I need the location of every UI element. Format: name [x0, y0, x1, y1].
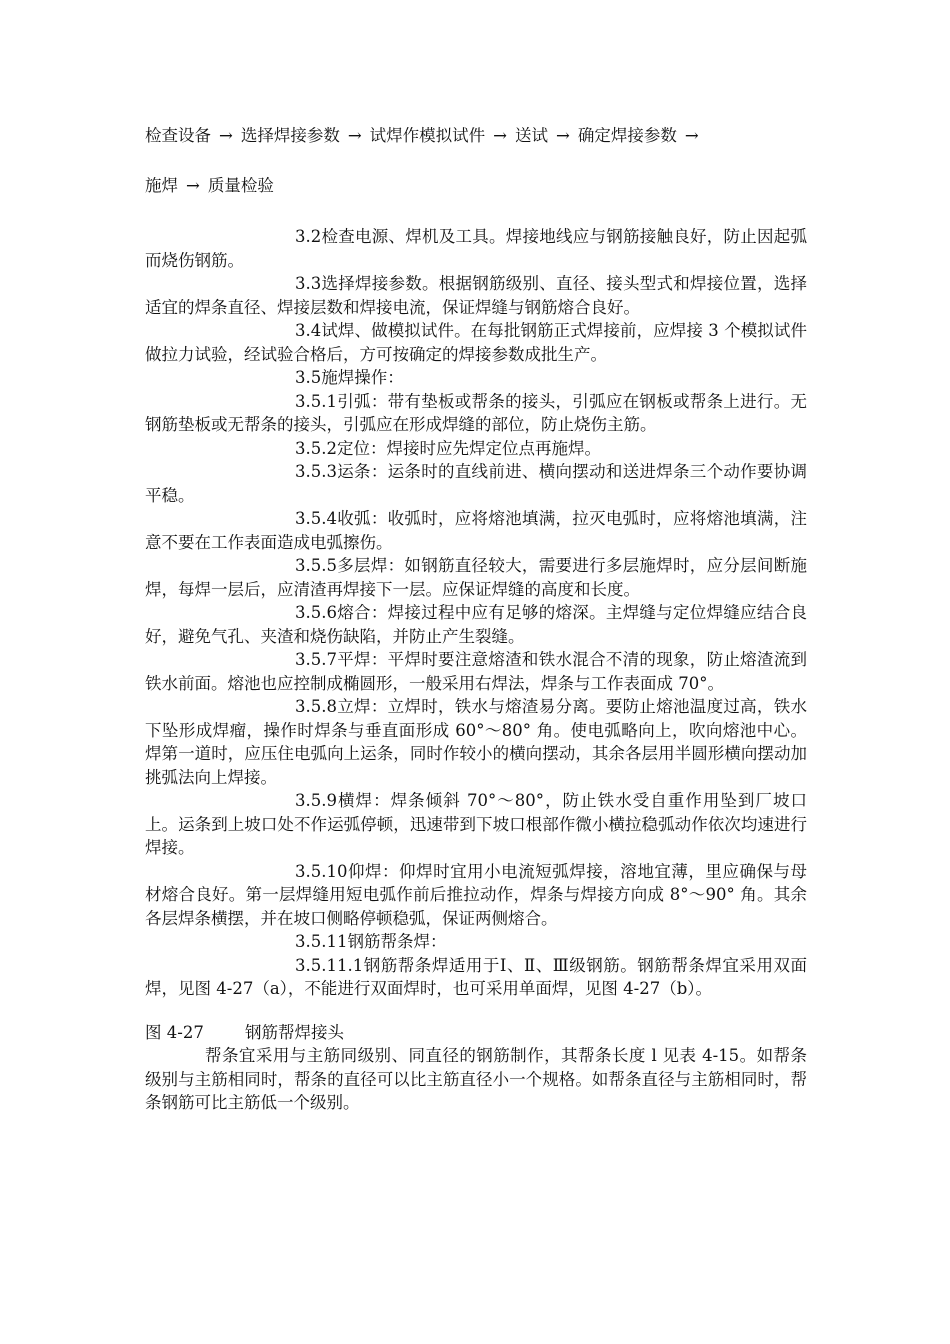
paragraph-text: 运条：运条时的直线前进、横向摆动和送进焊条三个动作要协调平稳。	[145, 462, 807, 505]
arrow-icon: →	[219, 126, 233, 145]
clause-number: 3.5.2	[295, 438, 337, 458]
flow-step-welding: 施焊	[145, 176, 178, 195]
clause-number: 3.5.1	[295, 391, 337, 411]
paragraph-text: 试焊、做模拟试件。在每批钢筋正式焊接前，应焊接 3 个模拟试件做拉力试验，经试验合格后，方可按确定的焊接参数成批生产。	[145, 321, 807, 364]
flow-step-trial-weld: 试焊作模拟试件	[369, 126, 486, 145]
arrow-icon: →	[684, 126, 699, 145]
paragraph-text: 多层焊：如钢筋直径较大，需要进行多层施焊时，应分层间断施焊，每焊一层后，应清渣再焊接下一层。应保证焊缝的高度和长度。	[145, 556, 807, 599]
paragraph-3-5-11-1	[145, 954, 807, 1001]
paragraph-3-3	[145, 272, 807, 319]
paragraph-3-5-3	[145, 460, 807, 507]
paragraph-text: 钢筋帮条焊：	[347, 932, 447, 951]
clause-number: 3.5.6	[295, 603, 337, 622]
clause-number: 3.5.4	[295, 509, 337, 528]
paragraph-3-5-11	[145, 930, 807, 954]
paragraph-3-5-8	[145, 695, 807, 789]
figure-number: 图 4-27	[145, 1022, 204, 1042]
flow-step-check-equipment: 检查设备	[145, 126, 211, 145]
clause-number: 3.5.8	[295, 697, 337, 716]
clause-number: 3.5.7	[295, 650, 337, 669]
paragraph-text: 选择焊接参数。根据钢筋级别、直径、接头型式和焊接位置，选择适宜的焊条直径、焊接层数和焊接电流，保证焊缝与钢筋熔合良好。	[145, 274, 807, 317]
clause-number: 3.5.10	[295, 861, 348, 881]
paragraph-splint-rules: 帮条宜采用与主筋同级别、同直径的钢筋制作，其帮条长度 l 见表 4-15。如帮条级别与主筋相同时，帮条的直径可以比主筋直径小一个规格。如帮条直径与主筋相同时，帮条钢筋可比主筋低一个级别。	[145, 1046, 807, 1112]
paragraph-text: 检查电源、焊机及工具。焊接地线应与钢筋接触良好，防止因起弧而烧伤钢筋。	[145, 227, 807, 270]
paragraph-text: 立焊：立焊时，铁水与熔渣易分离。要防止熔池温度过高，铁水下坠形成焊瘤，操作时焊条与垂直面形成 60°～80° 角。使电弧略向上，吹向熔池中心。焊第一道时，应压住电弧向上运条，同时作较小的横向摆动，其余各层用半圆形横向摆动加挑弧法向上焊接。	[145, 697, 807, 787]
paragraph-3-5-10	[145, 860, 807, 931]
process-flow-line-2	[145, 175, 274, 197]
paragraph-text: 平焊：平焊时要注意熔渣和铁水混合不清的现象，防止熔渣流到铁水前面。熔池也应控制成椭圆形，一般采用右焊法，焊条与工作表面成 70°。	[145, 650, 807, 693]
figure-caption	[145, 1021, 807, 1045]
paragraph-3-5-4	[145, 507, 807, 554]
paragraph-3-5-1	[145, 390, 807, 437]
paragraph-3-5-5	[145, 554, 807, 601]
paragraph-3-5-9	[145, 789, 807, 860]
clause-number: 3.3	[295, 274, 322, 293]
clause-number: 3.5.11.1	[295, 955, 364, 975]
paragraph-3-5-7	[145, 648, 807, 695]
arrow-icon: →	[555, 126, 570, 145]
paragraph-3-4	[145, 319, 807, 366]
flow-step-send-test: 送试	[514, 126, 548, 145]
process-flow-line-1	[145, 125, 707, 147]
arrow-icon: →	[347, 126, 362, 145]
paragraph-text: 收弧：收弧时，应将熔池填满，拉灭电弧时，应将熔池填满，注意不要在工作表面造成电弧擦伤。	[145, 509, 807, 552]
paragraph-text: 熔合：焊接过程中应有足够的熔深。主焊缝与定位焊缝应结合良好，避免气孔、夹渣和烧伤缺陷，并防止产生裂缝。	[145, 603, 807, 646]
paragraph-3-2	[145, 225, 807, 272]
clause-number: 3.5.9	[295, 791, 337, 810]
paragraph-text: 定位：焊接时应先焊定位点再施焊。	[336, 438, 601, 458]
arrow-icon: →	[493, 126, 507, 145]
arrow-icon: →	[186, 176, 200, 195]
flow-step-confirm-parameters: 确定焊接参数	[577, 126, 677, 145]
paragraph-3-5	[145, 366, 807, 390]
flow-step-select-parameters: 选择焊接参数	[240, 126, 340, 145]
paragraph-3-5-6	[145, 601, 807, 648]
clause-number: 3.5.11	[295, 932, 348, 951]
clause-number: 3.4	[295, 321, 322, 340]
figure-title: 钢筋帮焊接头	[245, 1022, 344, 1042]
paragraph-text: 横焊：焊条倾斜 70°～80°，防止铁水受自重作用坠到厂坡口上。运条到上坡口处不作运弧停顿，迅速带到下坡口根部作微小横拉稳弧动作依次均速进行焊接。	[145, 791, 807, 857]
clause-number: 3.5.5	[295, 556, 337, 575]
document-body	[145, 225, 807, 1115]
paragraph-text: 引弧：带有垫板或帮条的接头，引弧应在钢板或帮条上进行。无钢筋垫板或无帮条的接头，引弧应在形成焊缝的部位，防止烧伤主筋。	[145, 391, 807, 434]
paragraph-text: 钢筋帮条焊适用于Ⅰ、Ⅱ、Ⅲ级钢筋。钢筋帮条焊宜采用双面焊，见图 4-27（a），不能进行双面焊时，也可采用单面焊，见图 4-27（b）。	[145, 955, 807, 998]
flow-step-quality-inspection: 质量检验	[207, 176, 274, 195]
clause-number: 3.2	[295, 227, 322, 246]
paragraph-text: 仰焊：仰焊时宜用小电流短弧焊接，溶地宜薄，里应确保与母材熔合良好。第一层焊缝用短电弧作前后推拉动作，焊条与焊接方向成 8°～90° 角。其余各层焊条横摆，并在坡口侧略停顿稳弧，保证两侧熔合。	[145, 861, 807, 928]
clause-number: 3.5	[295, 368, 322, 387]
paragraph-text: 施焊操作：	[321, 368, 404, 387]
clause-number: 3.5.3	[295, 462, 337, 481]
paragraph-3-5-2	[145, 437, 807, 461]
